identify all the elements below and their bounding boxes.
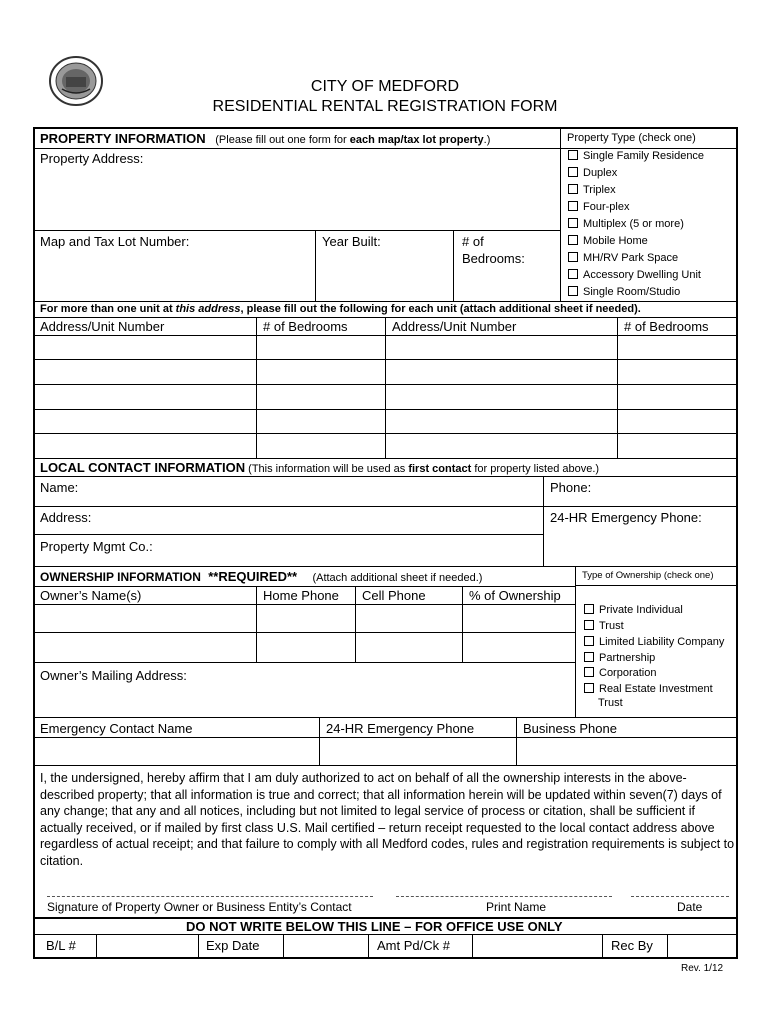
contact-address-label: Address: <box>40 510 92 525</box>
date-label: Date <box>677 900 703 914</box>
business-phone-col: Business Phone <box>523 721 617 736</box>
unit-table-row[interactable] <box>35 434 735 457</box>
ownership-heading: OWNERSHIP INFORMATION **REQUIRED** (Attach additional sheet if needed.) <box>40 569 483 584</box>
checkbox-icon[interactable] <box>584 604 594 614</box>
ownership-type-corporation[interactable]: Corporation <box>584 667 656 679</box>
unit-col-address-1: Address/Unit Number <box>40 319 165 334</box>
ownership-type-reit[interactable]: Real Estate Investment <box>584 683 713 695</box>
ownership-type-partnership[interactable]: Partnership <box>584 652 655 664</box>
declaration-text: I, the undersigned, hereby affirm that I am duly authorized to act on behalf of all the ownership interests in the above-described property; that all information is true and correct; that all information herein will be updated within seven(7) days of any change; that any and all notices, including but not limited to legal service of process or citation, shall be sufficient if actually received, or if mailed by first class U.S. Mail certified – return receipt requested to the local contact address above regardless of actual receipt; and that failure to comply with all Medford codes, rules and registration requirements is subject to citation. <box>40 771 735 868</box>
unit-table-row[interactable] <box>35 410 735 432</box>
bedrooms-label-2: Bedrooms: <box>462 251 525 266</box>
bedrooms-label: # of <box>462 234 484 249</box>
unit-col-bedrooms-2: # of Bedrooms <box>624 319 709 334</box>
ownership-type-private[interactable]: Private Individual <box>584 604 683 616</box>
office-bl-label: B/L # <box>46 938 76 953</box>
checkbox-icon[interactable] <box>568 235 578 245</box>
contact-phone-label: Phone: <box>550 480 592 495</box>
checkbox-icon[interactable] <box>584 683 594 693</box>
unit-table-row[interactable] <box>35 336 735 358</box>
checkbox-icon[interactable] <box>568 269 578 279</box>
property-type-adu[interactable]: Accessory Dwelling Unit <box>568 269 701 281</box>
ownership-type-llc[interactable]: Limited Liability Company <box>584 636 724 648</box>
property-type-multiplex[interactable]: Multiplex (5 or more) <box>568 218 684 230</box>
form-city-title: CITY OF MEDFORD <box>310 78 460 95</box>
office-use-heading: DO NOT WRITE BELOW THIS LINE – FOR OFFICE USE ONLY <box>186 919 563 934</box>
property-mgmt-label: Property Mgmt Co.: <box>40 539 153 554</box>
emergency-contact-row[interactable] <box>35 738 735 764</box>
revision-label: Rev. 1/12 <box>681 963 724 974</box>
property-type-duplex[interactable]: Duplex <box>568 167 617 179</box>
property-type-mobile-home[interactable]: Mobile Home <box>568 235 648 247</box>
year-built-label: Year Built: <box>322 234 381 249</box>
checkbox-icon[interactable] <box>584 667 594 677</box>
ownership-type-heading: Type of Ownership (check one) <box>582 570 714 581</box>
property-section-heading: PROPERTY INFORMATION (Please fill out one form for each map/tax lot property.) <box>40 131 491 146</box>
owner-name-col: Owner’s Name(s) <box>40 588 142 603</box>
property-type-heading: Property Type (check one) <box>567 132 696 144</box>
unit-col-bedrooms-1: # of Bedrooms <box>263 319 348 334</box>
office-amt-label: Amt Pd/Ck # <box>377 938 450 953</box>
signature-label: Signature of Property Owner or Business Entity’s Contact <box>47 900 352 914</box>
checkbox-icon[interactable] <box>568 218 578 228</box>
office-exp-date-label: Exp Date <box>206 938 260 953</box>
emergency-contact-name-col: Emergency Contact Name <box>40 721 193 736</box>
map-tax-lot-label: Map and Tax Lot Number: <box>40 234 190 249</box>
checkbox-icon[interactable] <box>568 150 578 160</box>
ownership-type-reit-cont: Trust <box>598 697 623 709</box>
checkbox-icon[interactable] <box>568 184 578 194</box>
property-type-single-family[interactable]: Single Family Residence <box>568 150 704 162</box>
checkbox-icon[interactable] <box>568 167 578 177</box>
property-type-fourplex[interactable]: Four-plex <box>568 201 629 213</box>
checkbox-icon[interactable] <box>584 652 594 662</box>
checkbox-icon[interactable] <box>584 620 594 630</box>
contact-emergency-label: 24-HR Emergency Phone: <box>550 510 702 525</box>
print-name-label: Print Name <box>486 900 547 914</box>
units-instructions: For more than one unit at this address, please fill out the following for each unit (attach additional sheet if needed). <box>40 303 641 315</box>
unit-col-address-2: Address/Unit Number <box>392 319 517 334</box>
ownership-pct-col: % of Ownership <box>469 588 561 603</box>
date-field[interactable] <box>631 876 729 896</box>
emergency-phone-col: 24-HR Emergency Phone <box>326 721 475 736</box>
owner-table-row[interactable] <box>35 633 575 661</box>
signature-field[interactable] <box>47 876 373 896</box>
property-type-studio[interactable]: Single Room/Studio <box>568 286 680 298</box>
home-phone-col: Home Phone <box>263 588 339 603</box>
owner-table-row[interactable] <box>35 605 575 631</box>
checkbox-icon[interactable] <box>584 636 594 646</box>
cell-phone-col: Cell Phone <box>362 588 426 603</box>
print-name-field[interactable] <box>396 876 612 896</box>
property-type-triplex[interactable]: Triplex <box>568 184 616 196</box>
contact-name-label: Name: <box>40 480 79 495</box>
ownership-type-trust[interactable]: Trust <box>584 620 624 632</box>
checkbox-icon[interactable] <box>568 286 578 296</box>
owner-mailing-label: Owner’s Mailing Address: <box>40 668 187 683</box>
unit-table-row[interactable] <box>35 360 735 383</box>
unit-table-row[interactable] <box>35 385 735 408</box>
property-address-label: Property Address: <box>40 151 144 166</box>
checkbox-icon[interactable] <box>568 201 578 211</box>
local-contact-heading: LOCAL CONTACT INFORMATION (This information will be used as first contact for property listed above.) <box>40 460 600 475</box>
form-title: RESIDENTIAL RENTAL REGISTRATION FORM <box>212 98 558 115</box>
property-type-mhrv-space[interactable]: MH/RV Park Space <box>568 252 678 264</box>
checkbox-icon[interactable] <box>568 252 578 262</box>
office-rec-by-label: Rec By <box>611 938 653 953</box>
